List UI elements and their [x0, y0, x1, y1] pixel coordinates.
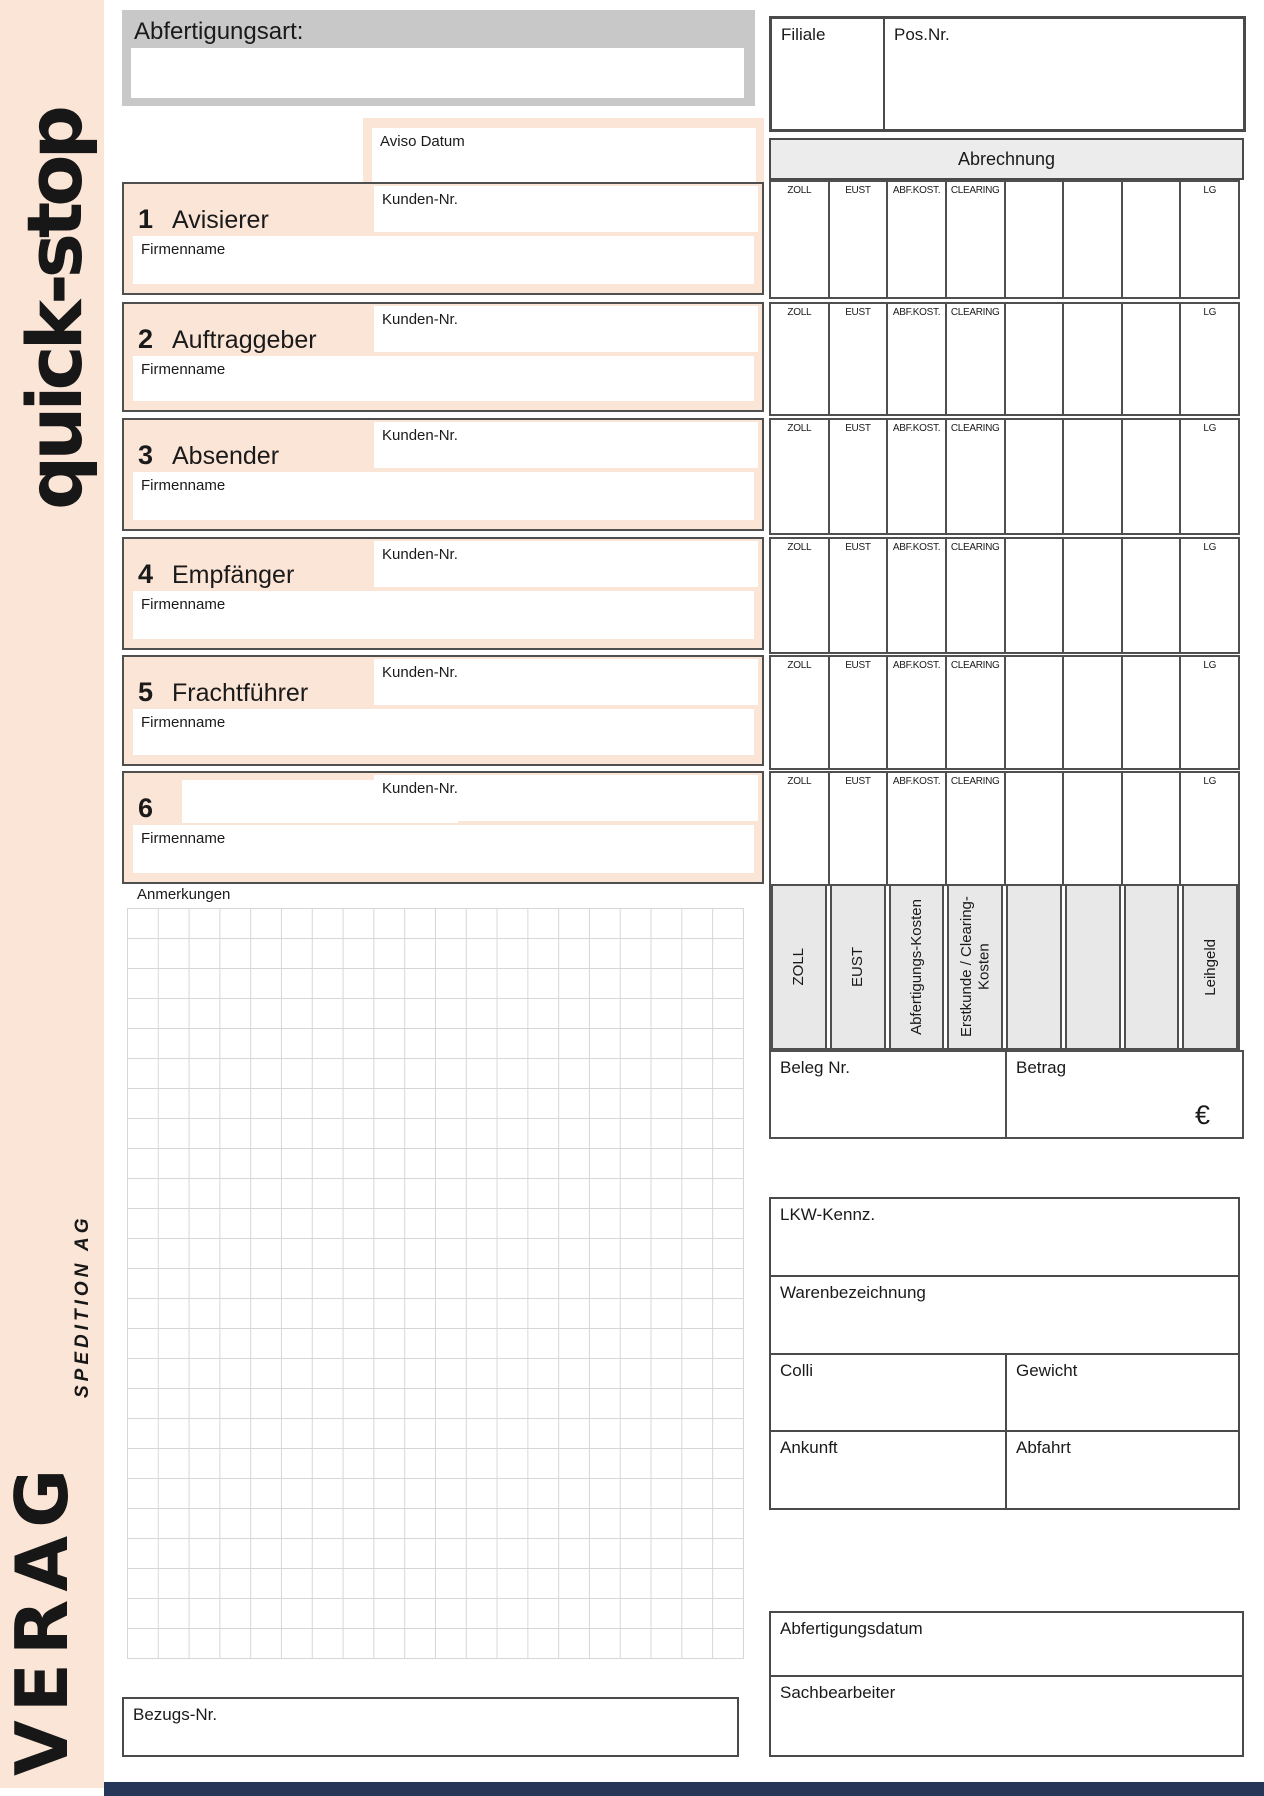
abrechnung-cell[interactable] [1181, 657, 1238, 768]
abrechnung-title: Abrechnung [957, 148, 1056, 169]
section-auftraggeber [122, 302, 764, 412]
section-number: 3 [138, 440, 154, 470]
abrechnung-col-header: ZOLL [787, 660, 812, 671]
betrag-label: Betrag [1016, 1058, 1067, 1077]
abrechnung-cell[interactable] [1123, 539, 1182, 652]
abrechnung-col-header: ABF.KOST. [892, 307, 941, 318]
abrechnung-col-header: CLEARING [950, 185, 1000, 196]
abrechnung-col-header: EUST [845, 776, 871, 787]
beleg-nr-label: Beleg Nr. [780, 1058, 850, 1077]
abrechnung-col-header: CLEARING [950, 660, 1000, 671]
pos-nr-input[interactable] [885, 19, 1243, 129]
abrechnung-row-3 [769, 418, 1240, 535]
cargo-box [769, 1197, 1240, 1510]
firmenname-label: Firmenname [141, 830, 226, 847]
colli-label: Colli [780, 1361, 814, 1380]
abrechnung-cell[interactable] [1006, 773, 1065, 886]
kunden-nr-label: Kunden-Nr. [382, 311, 458, 328]
abrechnung-cell[interactable] [1064, 657, 1123, 768]
abfahrt-label: Abfahrt [1016, 1438, 1071, 1457]
euro-symbol: € [1194, 1100, 1210, 1130]
abrechnung-col-header: EUST [845, 423, 871, 434]
abrechnung-col-header: ABF.KOST. [892, 423, 941, 434]
abrechnung-cell[interactable] [947, 657, 1006, 768]
firmenname-input[interactable] [133, 356, 754, 401]
abrechnung-cell[interactable] [1123, 304, 1182, 414]
abrechnung-cell[interactable] [1006, 304, 1065, 414]
abrechnung-col-header: CLEARING [950, 542, 1000, 553]
ankunft-abfahrt-row [771, 1432, 1238, 1508]
abrechnung-cell[interactable] [1123, 657, 1182, 768]
section-frachtfuehrer [122, 655, 764, 766]
filiale-input[interactable] [772, 19, 885, 129]
kunden-nr-input[interactable] [374, 306, 758, 352]
anmerkungen-label: Anmerkungen [137, 886, 231, 903]
abfahrt-input[interactable] [1007, 1432, 1238, 1508]
filiale-posnr-box [769, 16, 1246, 132]
abrechnung-cell[interactable] [1064, 182, 1123, 297]
abrechnung-col-header: LG [1203, 660, 1217, 671]
summary-label: Abfertigungs-Kosten [907, 899, 925, 1035]
warenbezeichnung-input[interactable] [771, 1277, 1238, 1355]
section-name: Auftraggeber [172, 326, 317, 354]
abrechnung-cell[interactable] [1064, 420, 1123, 533]
abrechnung-cell[interactable] [771, 182, 830, 297]
kunden-nr-input[interactable] [374, 186, 758, 232]
firmenname-input[interactable] [133, 825, 754, 873]
abrechnung-col-header: EUST [845, 660, 871, 671]
section-number: 1 [138, 204, 154, 234]
section-name: Absender [172, 442, 280, 470]
section-six [122, 771, 764, 884]
abrechnung-cell[interactable] [1181, 304, 1238, 414]
firmenname-input[interactable] [133, 709, 754, 755]
abrechnung-cell[interactable] [771, 304, 830, 414]
abrechnung-cell[interactable] [1006, 182, 1065, 297]
summary-row [769, 884, 1240, 1050]
summary-cell[interactable] [771, 886, 827, 1048]
abrechnung-cell[interactable] [888, 657, 947, 768]
section-name: Frachtführer [172, 679, 309, 707]
anmerkungen-grid[interactable] [127, 908, 744, 1659]
gewicht-input[interactable] [1007, 1355, 1238, 1430]
abrechnung-cell[interactable] [1006, 539, 1065, 652]
section-name: Avisierer [172, 206, 269, 234]
abrechnung-cell[interactable] [888, 773, 947, 886]
colli-gewicht-row [771, 1355, 1238, 1432]
abrechnung-cell[interactable] [771, 539, 830, 652]
abrechnung-cell[interactable] [1181, 773, 1238, 886]
abrechnung-cell[interactable] [830, 539, 889, 652]
section-name: Empfänger [172, 561, 295, 589]
abrechnung-row-4 [769, 537, 1240, 654]
abrechnung-cell[interactable] [1181, 539, 1238, 652]
summary-cell[interactable] [1006, 886, 1062, 1048]
abrechnung-cell[interactable] [947, 773, 1006, 886]
aviso-datum-input[interactable] [372, 128, 756, 182]
betrag-input[interactable] [1007, 1052, 1242, 1137]
section-number: 6 [138, 793, 154, 823]
section-number: 5 [138, 677, 154, 707]
firmenname-input[interactable] [133, 236, 754, 284]
abrechnung-row-6 [769, 771, 1240, 888]
kunden-nr-input[interactable] [374, 775, 758, 821]
abrechnung-col-header: LG [1203, 185, 1217, 196]
lkw-kennz-input[interactable] [771, 1199, 1238, 1277]
section-empfaenger [122, 537, 764, 650]
firmenname-input[interactable] [133, 472, 754, 520]
aviso-datum-label: Aviso Datum [380, 133, 465, 150]
abrechnung-cell[interactable] [947, 182, 1006, 297]
abrechnung-col-header: EUST [845, 542, 871, 553]
abrechnung-cell[interactable] [947, 304, 1006, 414]
abrechnung-row-5 [769, 655, 1240, 770]
summary-cell[interactable] [1065, 886, 1121, 1048]
summary-cell[interactable] [1182, 886, 1238, 1048]
ankunft-input[interactable] [771, 1432, 1007, 1508]
abrechnung-cell[interactable] [830, 773, 889, 886]
summary-cell[interactable] [830, 886, 886, 1048]
abrechnung-cell[interactable] [830, 182, 889, 297]
abrechnung-col-header: ZOLL [787, 423, 812, 434]
section-avisierer [122, 182, 764, 295]
abrechnung-cell[interactable] [888, 420, 947, 533]
sachbearbeiter-label: Sachbearbeiter [780, 1683, 896, 1702]
abfertigungsdatum-label: Abfertigungsdatum [780, 1619, 923, 1638]
abrechnung-col-header: EUST [845, 185, 871, 196]
summary-cell[interactable] [1124, 886, 1180, 1048]
gewicht-label: Gewicht [1016, 1361, 1078, 1380]
bezugs-nr-input[interactable] [122, 1697, 739, 1757]
summary-label: ZOLL [790, 948, 808, 986]
kunden-nr-label: Kunden-Nr. [382, 546, 458, 563]
bezugs-nr-label: Bezugs-Nr. [133, 1705, 218, 1724]
beleg-nr-input[interactable] [771, 1052, 1007, 1137]
sachbearbeiter-input[interactable] [771, 1677, 1242, 1755]
section-absender [122, 418, 764, 531]
abrechnung-cell[interactable] [947, 420, 1006, 533]
abrechnung-cell[interactable] [888, 304, 947, 414]
firmenname-label: Firmenname [141, 477, 226, 494]
abrechnung-col-header: CLEARING [950, 307, 1000, 318]
kunden-nr-input[interactable] [374, 541, 758, 587]
abrechnung-col-header: CLEARING [950, 423, 1000, 434]
abrechnung-col-header: ABF.KOST. [892, 776, 941, 787]
abrechnung-col-header: LG [1203, 542, 1217, 553]
kunden-nr-input[interactable] [374, 422, 758, 468]
firmenname-label: Firmenname [141, 361, 226, 378]
summary-label: EUST [849, 946, 866, 987]
brand-product-name: quick-stop [10, 110, 99, 510]
abfertigungsart-input[interactable] [131, 48, 744, 98]
footer-bar [104, 1782, 1264, 1796]
abfertigung-box [769, 1611, 1244, 1757]
abrechnung-cell[interactable] [830, 304, 889, 414]
kunden-nr-label: Kunden-Nr. [382, 664, 458, 681]
firmenname-label: Firmenname [141, 596, 226, 613]
abrechnung-cell[interactable] [1006, 657, 1065, 768]
section-number: 2 [138, 324, 154, 354]
abrechnung-cell[interactable] [947, 539, 1006, 652]
summary-label: Leihgeld [1201, 938, 1219, 996]
summary-label: Erstkunde / Clearing-Kosten [957, 896, 993, 1038]
abrechnung-cell[interactable] [888, 182, 947, 297]
firmenname-label: Firmenname [141, 241, 226, 258]
ankunft-label: Ankunft [780, 1438, 838, 1457]
abrechnung-cell[interactable] [888, 539, 947, 652]
abrechnung-cell[interactable] [830, 420, 889, 533]
section-number: 4 [138, 559, 154, 589]
abrechnung-cell[interactable] [1064, 304, 1123, 414]
abrechnung-header [769, 138, 1244, 180]
kunden-nr-label: Kunden-Nr. [382, 427, 458, 444]
lkw-kennz-label: LKW-Kennz. [780, 1205, 876, 1224]
abrechnung-cell[interactable] [771, 420, 830, 533]
summary-cell[interactable] [889, 886, 945, 1048]
abrechnung-cell[interactable] [1064, 773, 1123, 886]
abrechnung-col-header: LG [1203, 776, 1217, 787]
abfertigungsart-box [122, 10, 755, 106]
abrechnung-col-header: ZOLL [787, 542, 812, 553]
abfertigungsart-label: Abfertigungsart: [134, 18, 304, 45]
abrechnung-col-header: ABF.KOST. [892, 542, 941, 553]
abfertigungsdatum-input[interactable] [771, 1613, 1242, 1677]
brand-company-suffix: SPEDITION AG [72, 1214, 93, 1398]
abrechnung-cell[interactable] [771, 773, 830, 886]
kunden-nr-label: Kunden-Nr. [382, 780, 458, 797]
abrechnung-cell[interactable] [830, 657, 889, 768]
abrechnung-col-header: ABF.KOST. [892, 185, 941, 196]
abrechnung-cell[interactable] [771, 657, 830, 768]
aviso-datum-box [363, 118, 764, 182]
firmenname-input[interactable] [133, 591, 754, 639]
beleg-betrag-box [769, 1050, 1244, 1139]
kunden-nr-input[interactable] [374, 659, 758, 705]
abrechnung-col-header: LG [1203, 423, 1217, 434]
abrechnung-row-2 [769, 302, 1240, 416]
abrechnung-row-1 [769, 180, 1240, 299]
abrechnung-col-header: LG [1203, 307, 1217, 318]
abrechnung-cell[interactable] [1006, 420, 1065, 533]
abrechnung-cell[interactable] [1064, 539, 1123, 652]
abrechnung-col-header: CLEARING [950, 776, 1000, 787]
warenbezeichnung-label: Warenbezeichnung [780, 1283, 926, 1302]
abrechnung-col-header: ABF.KOST. [892, 660, 941, 671]
kunden-nr-label: Kunden-Nr. [382, 191, 458, 208]
summary-cell[interactable] [947, 886, 1003, 1048]
abrechnung-cell[interactable] [1123, 182, 1182, 297]
abrechnung-cell[interactable] [1181, 182, 1238, 297]
brand-company-name: VERAG [0, 1460, 84, 1776]
abrechnung-col-header: ZOLL [787, 307, 812, 318]
pos-nr-label: Pos.Nr. [894, 25, 950, 44]
abrechnung-col-header: EUST [845, 307, 871, 318]
abrechnung-cell[interactable] [1123, 773, 1182, 886]
colli-input[interactable] [771, 1355, 1007, 1430]
abrechnung-cell[interactable] [1123, 420, 1182, 533]
abrechnung-col-header: ZOLL [787, 776, 812, 787]
filiale-label: Filiale [781, 25, 826, 44]
abrechnung-col-header: ZOLL [787, 185, 812, 196]
firmenname-label: Firmenname [141, 714, 226, 731]
abrechnung-cell[interactable] [1181, 420, 1238, 533]
